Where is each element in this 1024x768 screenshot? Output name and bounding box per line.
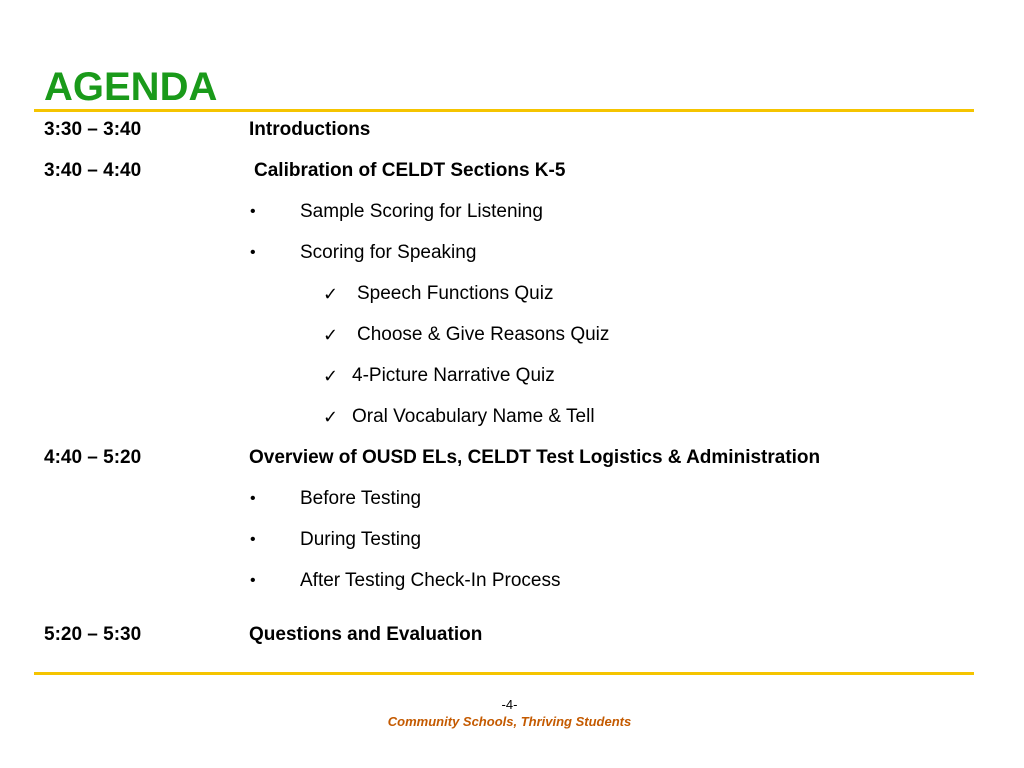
bullet-icon: •	[250, 203, 256, 220]
bullet-icon: •	[250, 490, 256, 507]
agenda-topic: Calibration of CELDT Sections K-5	[254, 160, 566, 181]
bullet-icon: •	[250, 531, 256, 548]
agenda-check-text: 4-Picture Narrative Quiz	[352, 365, 555, 386]
page-number: -4-	[501, 697, 518, 712]
checkmark-icon: ✓	[323, 284, 339, 304]
agenda-check-text: Choose & Give Reasons Quiz	[357, 324, 610, 345]
agenda-time: 5:20 – 5:30	[44, 624, 142, 645]
bullet-icon: •	[250, 572, 256, 589]
agenda-check-text: Oral Vocabulary Name & Tell	[352, 406, 595, 427]
agenda-topic: Questions and Evaluation	[249, 624, 483, 645]
checkmark-icon: ✓	[323, 325, 339, 345]
agenda-time: 3:40 – 4:40	[44, 160, 142, 181]
bottom-divider	[34, 672, 974, 675]
agenda-topic: Overview of OUSD ELs, CELDT Test Logistics & Administration	[249, 447, 821, 468]
agenda-time: 3:30 – 3:40	[44, 119, 142, 140]
agenda-bullet-text: Before Testing	[300, 488, 422, 509]
top-divider	[34, 109, 974, 112]
bullet-icon: •	[250, 244, 256, 261]
agenda-bullet-text: Scoring for Speaking	[300, 242, 477, 263]
agenda-bullet-text: During Testing	[300, 529, 422, 550]
footer-tagline: Community Schools, Thriving Students	[387, 714, 632, 729]
agenda-topic: Introductions	[249, 119, 371, 140]
checkmark-icon: ✓	[323, 366, 339, 386]
agenda-time: 4:40 – 5:20	[44, 447, 142, 468]
slide-title: AGENDA	[44, 65, 218, 109]
agenda-bullet-text: After Testing Check-In Process	[300, 570, 561, 591]
agenda-check-text: Speech Functions Quiz	[357, 283, 554, 304]
checkmark-icon: ✓	[323, 407, 339, 427]
agenda-bullet-text: Sample Scoring for Listening	[300, 201, 543, 222]
